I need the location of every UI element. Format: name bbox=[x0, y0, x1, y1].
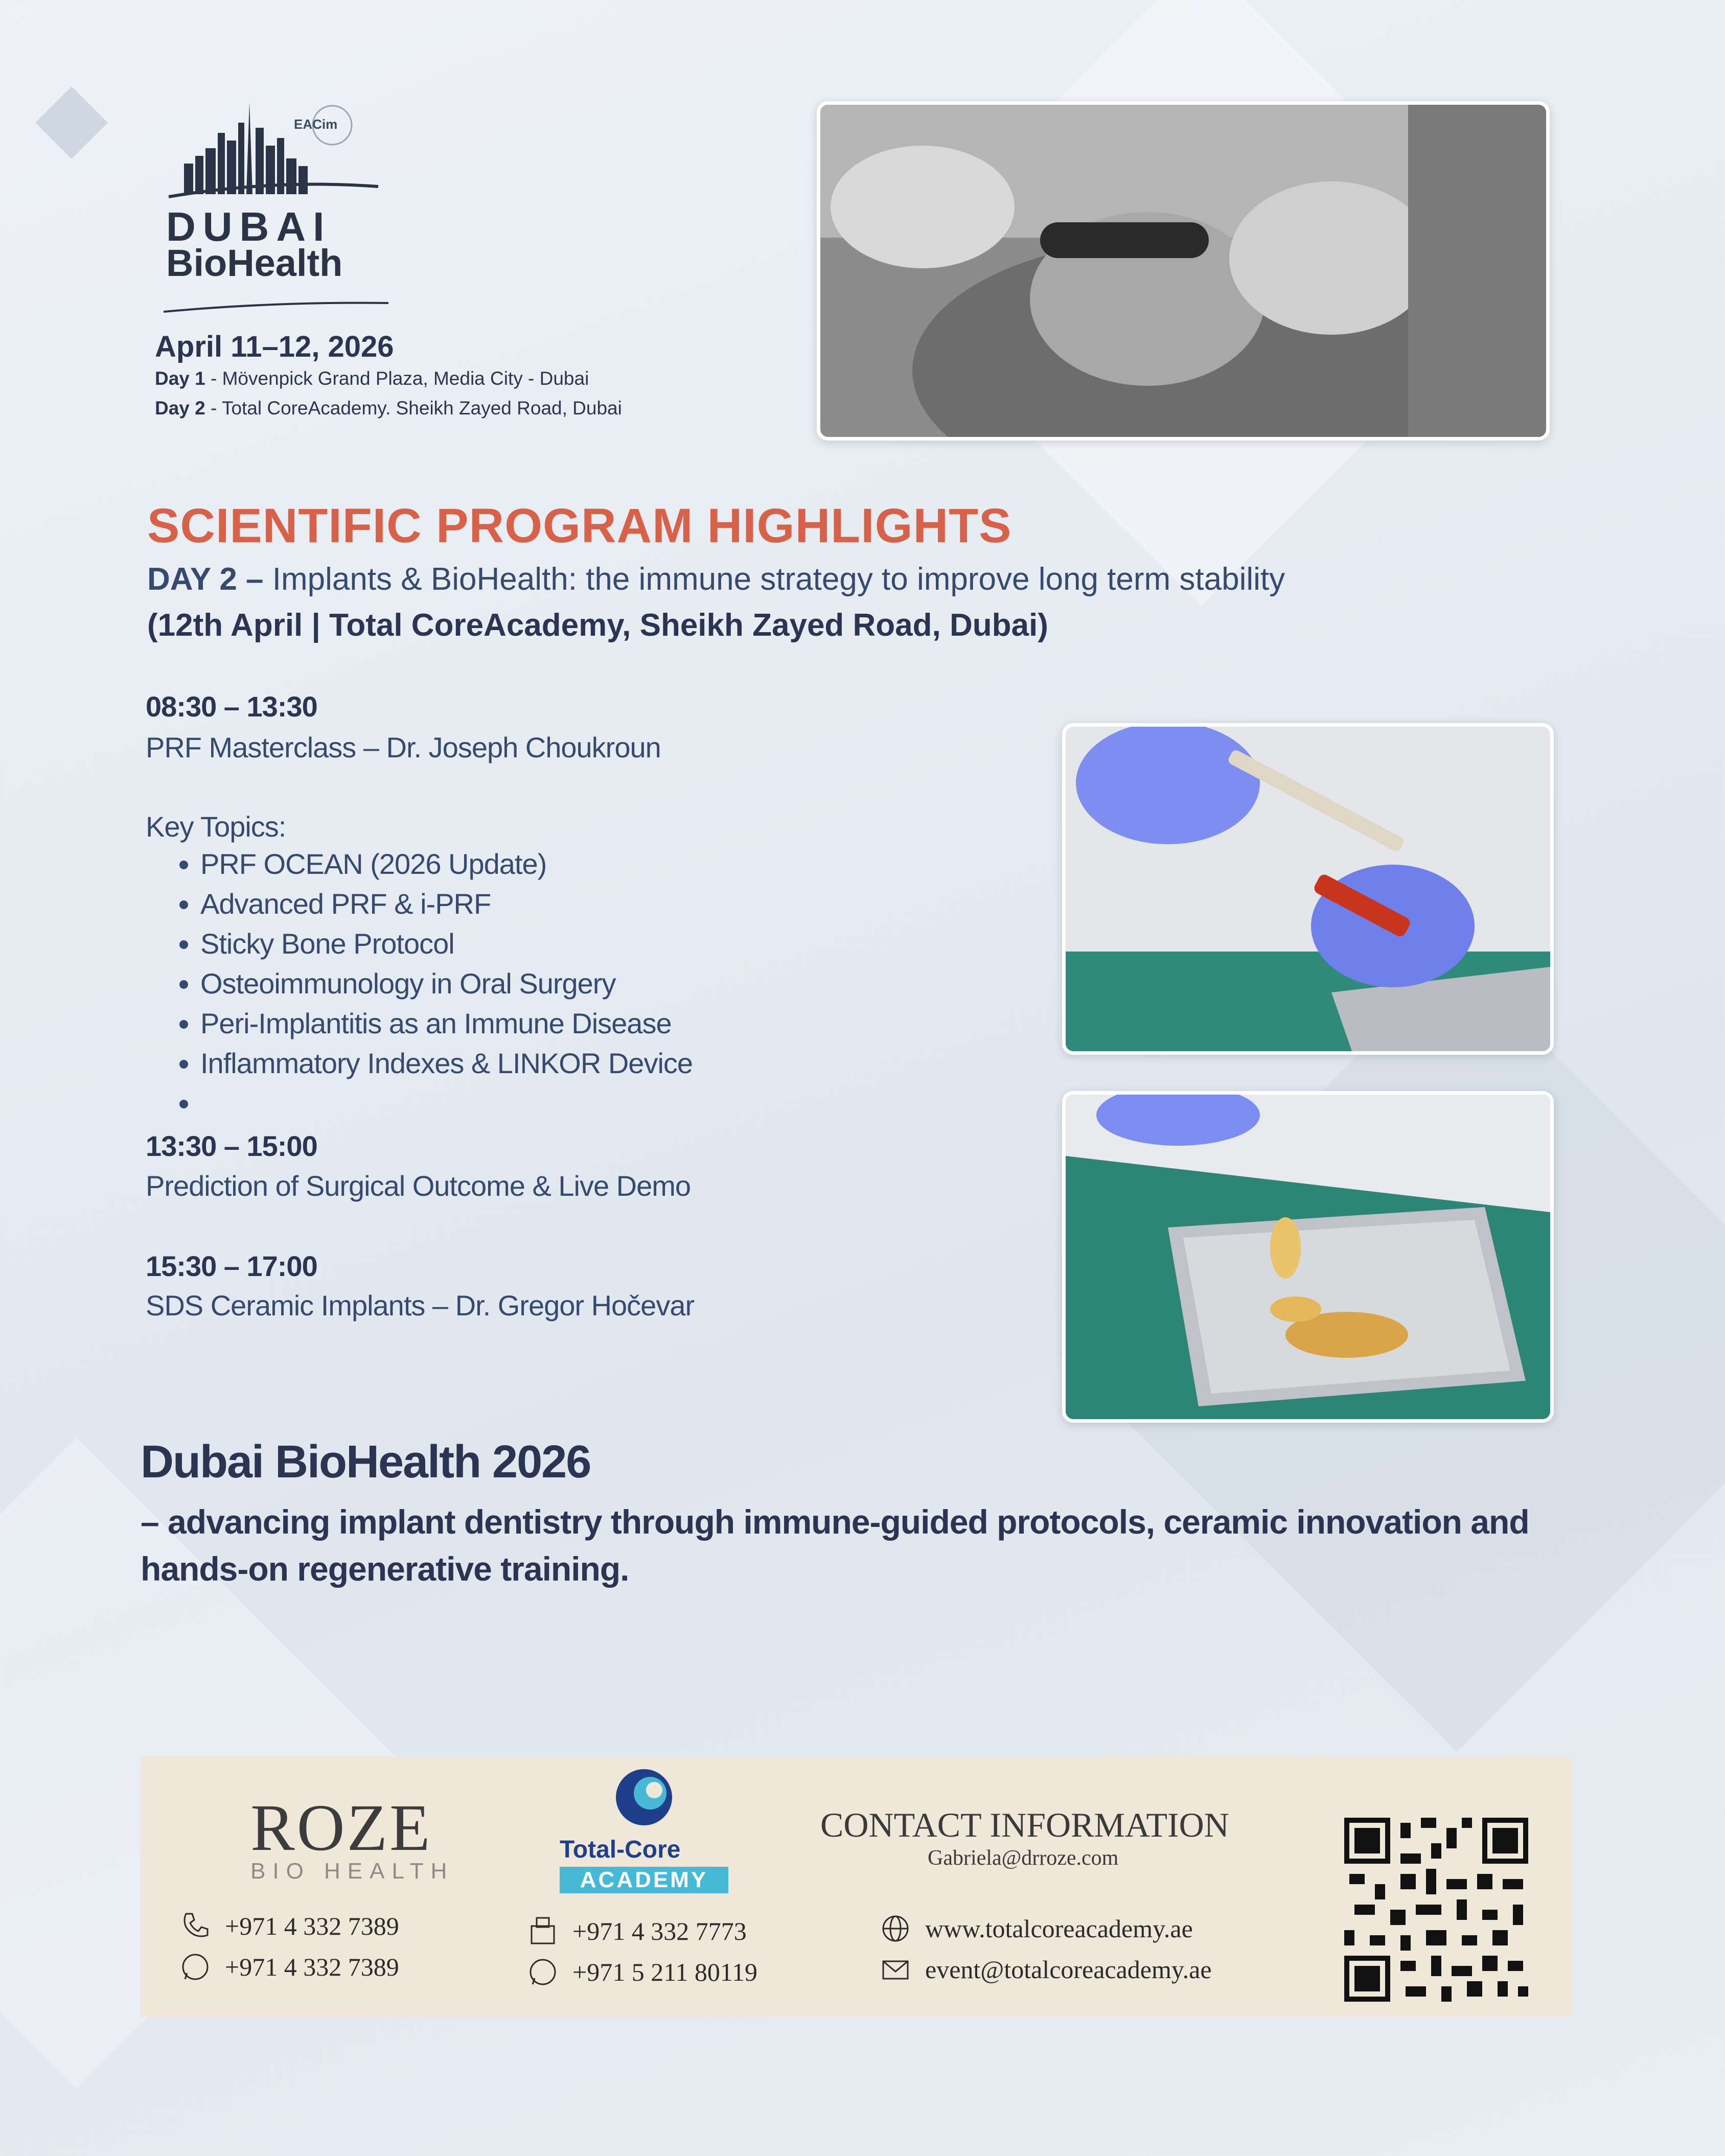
day-location: (12th April | Total CoreAcademy, Sheikh Zayed Road, Dubai) bbox=[147, 608, 1048, 643]
day-title bbox=[147, 561, 1285, 597]
topic-item: • Inflammatory Indexes & LINKOR Device bbox=[200, 1044, 693, 1083]
roze-phone[interactable]: +971 4 332 7389 bbox=[225, 1912, 399, 1940]
tca-whatsapp-line bbox=[526, 1956, 757, 1988]
email-link[interactable]: event@totalcoreacademy.ae bbox=[925, 1955, 1212, 1984]
background-shape bbox=[35, 86, 107, 158]
day1-text: - Mövenpick Grand Plaza, Media City - Dubai bbox=[205, 368, 589, 389]
key-topics-label: Key Topics: bbox=[146, 810, 286, 843]
topic-item: • Sticky Bone Protocol bbox=[200, 924, 693, 964]
day2-text: - Total CoreAcademy. Sheikh Zayed Road, Dubai bbox=[205, 398, 622, 419]
footer-contact-panel bbox=[141, 1756, 1572, 2017]
topic-item: • Advanced PRF & i-PRF bbox=[200, 884, 693, 924]
tca-fax-line bbox=[526, 1915, 747, 1948]
phone-icon bbox=[179, 1910, 212, 1942]
closing-title: Dubai BioHealth 2026 bbox=[141, 1436, 591, 1488]
key-topics-list bbox=[153, 844, 693, 1123]
tca-whatsapp[interactable]: +971 5 211 80119 bbox=[572, 1958, 757, 1986]
total-core-logo-icon bbox=[603, 1767, 675, 1833]
prf-tray-photo bbox=[1062, 1091, 1554, 1423]
whatsapp-icon bbox=[526, 1956, 559, 1988]
total-core-academy: ACADEMY bbox=[560, 1867, 728, 1893]
qr-code[interactable] bbox=[1339, 1813, 1533, 2007]
prf-syringe-photo bbox=[1062, 723, 1554, 1055]
envelope-icon bbox=[879, 1953, 912, 1986]
topic-item: • Osteoimmunology in Oral Surgery bbox=[200, 964, 693, 1004]
topic-item: • Peri-Implantitis as an Immune Disease bbox=[200, 1004, 693, 1044]
email-line bbox=[879, 1953, 1212, 1986]
day-title-text: Implants & BioHealth: the immune strategy to improve long term stability bbox=[263, 562, 1285, 597]
tca-fax[interactable]: +971 4 332 7773 bbox=[572, 1917, 747, 1945]
logo-swoosh bbox=[164, 299, 388, 314]
contact-title: CONTACT INFORMATION bbox=[820, 1805, 1229, 1844]
roze-logo-sub: BIO HEALTH bbox=[250, 1859, 454, 1884]
day1-label: Day 1 bbox=[155, 368, 205, 389]
event-dates: April 11–12, 2026 bbox=[155, 330, 394, 363]
eacim-badge: EACim bbox=[294, 117, 338, 132]
day2-info bbox=[155, 398, 622, 419]
roze-logo-name: ROZE bbox=[250, 1791, 432, 1865]
website-line bbox=[879, 1912, 1193, 1945]
dubai-skyline-logo bbox=[164, 102, 388, 204]
day-label: DAY 2 – bbox=[147, 562, 264, 597]
closing-subtitle: – advancing implant dentistry through immune-guided protocols, ceramic innovation and hands-on regenerative training. bbox=[141, 1503, 1529, 1588]
session-3-time: 15:30 – 17:00 bbox=[146, 1250, 317, 1282]
whatsapp-icon bbox=[179, 1951, 212, 1983]
fax-icon bbox=[526, 1915, 559, 1948]
day2-label: Day 2 bbox=[155, 398, 205, 419]
dental-surgery-photo bbox=[817, 101, 1550, 441]
day1-info bbox=[155, 368, 589, 389]
program-heading: SCIENTIFIC PROGRAM HIGHLIGHTS bbox=[147, 499, 1012, 553]
logo-line-biohealth: BioHealth bbox=[166, 242, 343, 284]
globe-icon bbox=[879, 1912, 912, 1945]
roze-whatsapp[interactable]: +971 4 332 7389 bbox=[225, 1953, 399, 1981]
session-2-title: Prediction of Surgical Outcome & Live Demo bbox=[146, 1170, 691, 1202]
logo-line-dubai: DUBAI bbox=[166, 204, 332, 249]
website-link[interactable]: www.totalcoreacademy.ae bbox=[925, 1914, 1193, 1943]
session-3-title: SDS Ceramic Implants – Dr. Gregor Hočevar bbox=[146, 1289, 695, 1322]
roze-phone-line bbox=[179, 1910, 399, 1942]
session-1-title: PRF Masterclass – Dr. Joseph Choukroun bbox=[146, 731, 661, 763]
topic-item bbox=[200, 1083, 693, 1123]
topic-item: • PRF OCEAN (2026 Update) bbox=[200, 844, 693, 884]
roze-whatsapp-line bbox=[179, 1951, 399, 1983]
session-2-time: 13:30 – 15:00 bbox=[146, 1130, 317, 1162]
contact-email: Gabriela@drroze.com bbox=[928, 1846, 1119, 1870]
total-core-name: Total-Core bbox=[560, 1836, 681, 1863]
session-1-time: 08:30 – 13:30 bbox=[146, 690, 317, 723]
